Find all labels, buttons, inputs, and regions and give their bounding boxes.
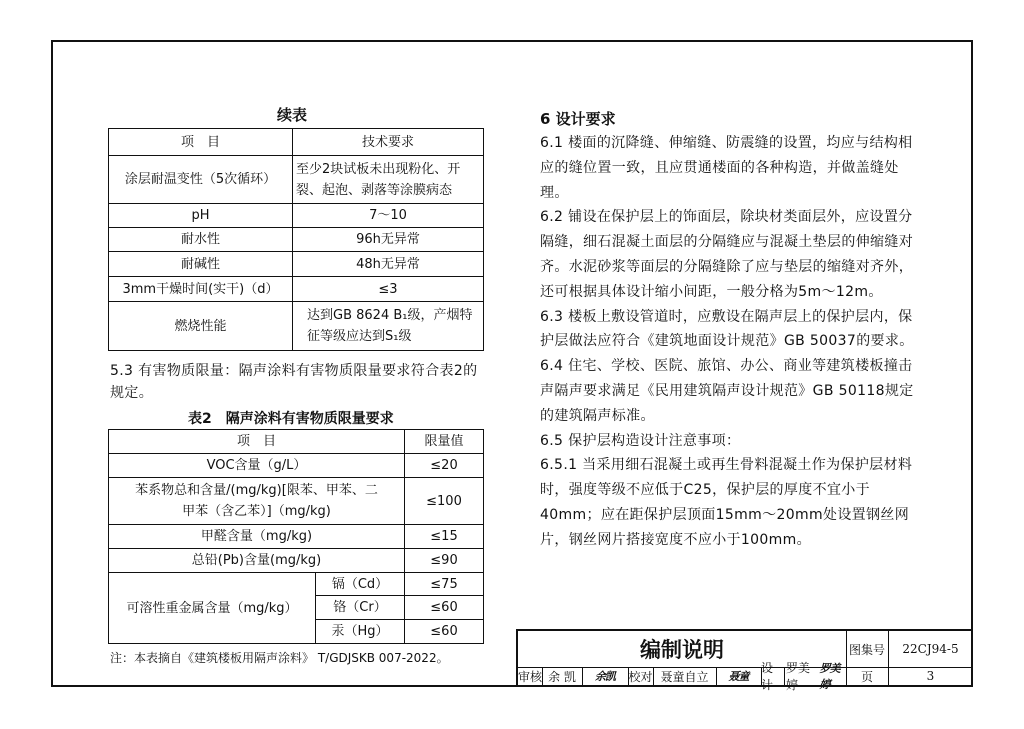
- paragraph-6-1: 6.1 楼面的沉降缝、伸缩缝、防震缝的设置，均应与结构相应的缝位置一致，且应贯通楼面的各种构造，并做盖缝处理。: [540, 135, 913, 201]
- table-2-cell: 汞（Hg）: [316, 620, 405, 644]
- design-label: 设计: [761, 661, 774, 692]
- paragraph-6-4: 6.4 住宅、学校、医院、旅馆、办公、商业等建筑楼板撞击声隔声要求满足《民用建筑隔声设计规范》GB 50118规定的建筑隔声标准。: [540, 358, 914, 424]
- continued-table-title: 续表: [277, 106, 308, 124]
- table-2-cell: ≤75: [405, 573, 484, 596]
- section-title: 6 设计要求: [540, 110, 616, 128]
- paragraph-6-5: 6.5 保护层构造设计注意事项：: [540, 432, 741, 449]
- table-row: [109, 454, 484, 478]
- checker-name: 聂童自立: [660, 669, 709, 684]
- table-1-header-requirement: 技术要求: [293, 129, 484, 156]
- table-1: [108, 128, 484, 351]
- table-1-cell: 耐水性: [109, 228, 293, 252]
- table-1-header-row: [109, 129, 484, 156]
- table-row: [109, 156, 484, 204]
- table-1-cell: 至少2块试板未出现粉化、开裂、起泡、剥落等涂膜病态: [293, 156, 484, 204]
- table-1-cell: 7～10: [293, 204, 484, 228]
- checker-signature: 聂童: [728, 670, 749, 683]
- table-2-cell: VOC含量（g/L）: [109, 454, 405, 478]
- table-1-cell: 燃烧性能: [109, 302, 293, 351]
- table-2-cell: ≤60: [405, 596, 484, 620]
- paragraph-6-5-1: 6.5.1 当采用细石混凝土或再生骨料混凝土作为保护层材料时，强度等级不应低于C25，保护层的厚度不宜小于40mm；应在距保护层顶面15mm～20mm处设置钢丝网片，钢丝网片搭接宽度不应小于100mm。: [540, 457, 913, 548]
- reviewer-signature: 余凯: [595, 670, 615, 683]
- table-row: [109, 302, 484, 351]
- designer-signature: 罗美婷: [819, 662, 840, 691]
- paragraph-6-3: 6.3 楼板上敷设管道时，应敷设在隔声层上的保护层内，保护层做法应符合《建筑地面设计规范》GB 50037的要求。: [540, 308, 914, 350]
- table-2-header-limit: 限量值: [405, 430, 484, 454]
- table-2-heavy-metal-label: 可溶性重金属含量（mg/kg）: [109, 573, 316, 644]
- table-2-cell: ≤20: [405, 454, 484, 478]
- title-block: [516, 629, 971, 692]
- table-1-cell: 96h无异常: [293, 228, 484, 252]
- table-row: [109, 573, 484, 596]
- page-number: 3: [926, 669, 935, 683]
- table-2-cell: 总铅(Pb)含量(mg/kg): [109, 549, 405, 573]
- table-1-cell: ≤3: [293, 277, 484, 302]
- table-2-cell: ≤15: [405, 525, 484, 549]
- table-2-cell: 铬（Cr）: [316, 596, 405, 620]
- table-2-cell: ≤60: [405, 620, 484, 644]
- table-note: 注：本表摘自《建筑楼板用隔声涂料》 T/GDJSKB 007-2022。: [110, 651, 449, 665]
- table-row: [109, 478, 484, 525]
- paragraph-5-3: 5.3 有害物质限量：隔声涂料有害物质限量要求符合表2的规定。: [110, 363, 478, 401]
- table-row: [109, 252, 484, 277]
- reviewer-name: 余 凯: [548, 669, 576, 684]
- table-row: [109, 228, 484, 252]
- table-1-header-item: 项 目: [109, 129, 293, 156]
- table-2-cell: 镉（Cd）: [316, 573, 405, 596]
- table-1-cell: 涂层耐温变性（5次循环）: [109, 156, 293, 204]
- atlas-no: 22CJ94-5: [902, 642, 959, 656]
- table-row: [109, 525, 484, 549]
- table-2-header-row: [109, 430, 484, 454]
- check-label: 校对: [628, 669, 653, 684]
- designer-name: [784, 661, 846, 692]
- table-1-cell: 3mm干燥时间(实干)（d）: [109, 277, 293, 302]
- table-row: [109, 277, 484, 302]
- table-2-cell: 甲醛含量（mg/kg): [109, 525, 405, 549]
- review-label: 审核: [518, 669, 543, 684]
- table-1-cell: pH: [109, 204, 293, 228]
- drawing-title: 编制说明: [640, 638, 724, 662]
- table-2-header-item: 项 目: [109, 430, 405, 454]
- table-row: [109, 549, 484, 573]
- designer-name-text: 罗美婷: [786, 661, 811, 692]
- table-2-title: 表2 隔声涂料有害物质限量要求: [188, 411, 394, 427]
- table-2-cell: ≤100: [405, 478, 484, 525]
- paragraph-6-2: 6.2 铺设在保护层上的饰面层，除块材类面层外，应设置分隔缝，细石混凝土面层的分隔缝应与混凝土垫层的伸缩缝对齐。水泥砂浆等面层的分隔缝除了应与垫层的缩缝对齐外，还可根据具体设计缩小间距，一般分格为5m～12m。: [540, 209, 914, 300]
- table-2-cell: 苯系物总和含量/(mg/kg)[限苯、甲苯、二甲苯（含乙苯）]（mg/kg): [109, 478, 405, 525]
- page-label: 页: [860, 669, 873, 684]
- table-1-cell: 48h无异常: [293, 252, 484, 277]
- atlas-no-label: 图集号: [848, 642, 885, 657]
- table-row: [109, 204, 484, 228]
- table-1-cell: 达到GB 8624 B₁级，产烟特征等级应达到S₁级: [293, 302, 484, 351]
- table-2-cell: ≤90: [405, 549, 484, 573]
- table-1-cell: 耐碱性: [109, 252, 293, 277]
- table-2: [108, 429, 484, 644]
- design-requirements: [540, 131, 917, 553]
